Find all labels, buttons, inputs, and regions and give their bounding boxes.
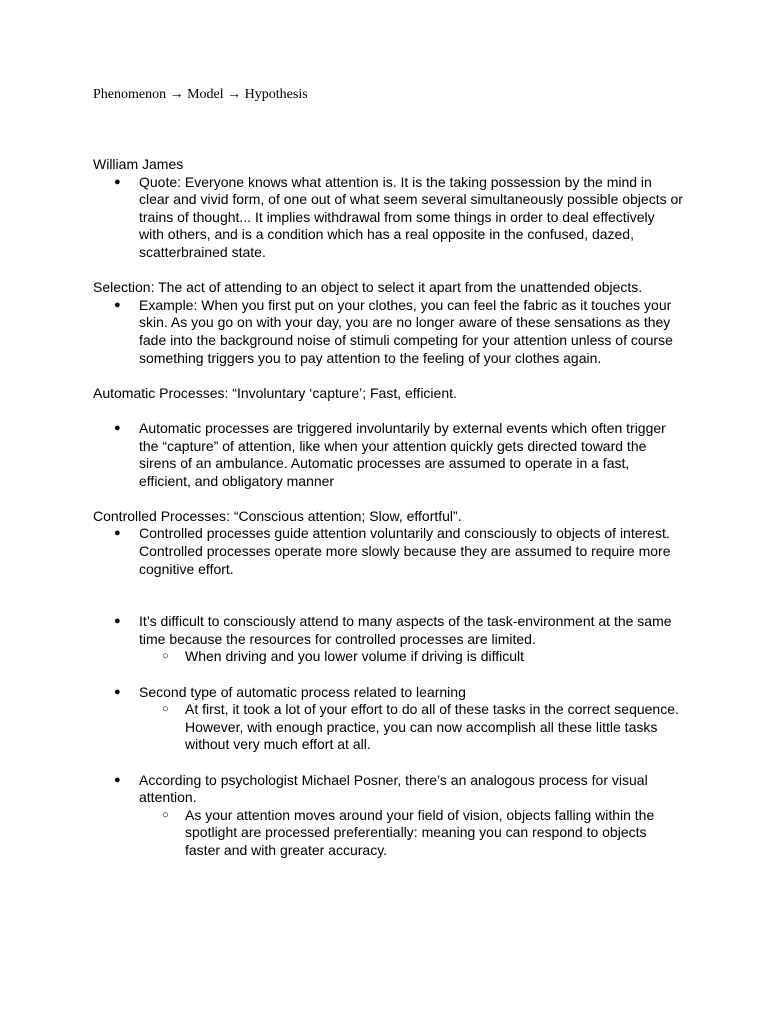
sub-bullet-item: ○ As your attention moves around your field of vision, objects falling within the spotlight are processed preferentially: meaning you can respond to objects faster and with greater accuracy. [139,807,683,860]
bullet-item: ● Quote: Everyone knows what attention is. It is the taking possession by the mind in clear and vivid form, of one out of what seem several simultaneously possible objects or trains of thought... It implies withdrawal from some things in order to deal effectively with others, and is a condition which has a real opposite in the confused, dazed, scatterbrained state. [93,174,683,262]
sub-bullet-list [139,807,683,860]
bullet-item: ● Controlled processes guide attention voluntarily and consciously to objects of interest. Controlled processes operate more slowly because they are assumed to require more cognitive effort. [93,525,683,578]
bullet-list [93,613,683,666]
bullet-list [93,174,683,262]
bullet-list [93,297,683,367]
bullet-text: According to psychologist Michael Posner, there’s an analogous process for visual attention. [139,771,648,806]
bullet-item: ● Example: When you first put on your clothes, you can feel the fabric as it touches your skin. As you go on with your day, you are no longer aware of these sensations as they fade into the background noise of stimuli competing for your attention unless of course something triggers you to pay attention to the feeling of your clothes again. [93,297,683,367]
sub-bullet-item: ○ When driving and you lower volume if driving is difficult [139,648,683,666]
bullet-list [93,525,683,578]
bullet-item: ● Automatic processes are triggered involuntarily by external events which often trigger the “capture” of attention, like when your attention quickly gets directed toward the sirens of an ambulance. Automatic processes are assumed to operate in a fast, efficient, and obligatory manner [93,420,683,490]
section-heading-william-james: William James [93,156,184,172]
section-heading-automatic-processes: Automatic Processes: “Involuntary ‘capture’; Fast, efficient. [93,384,457,401]
bullet-list [93,420,683,490]
bullet-list [93,684,683,754]
bullet-item [93,613,683,666]
section-heading-selection: Selection: The act of attending to an object to select it apart from the unattended objects. [93,279,643,296]
sub-bullet-list [139,648,683,666]
bullet-item [93,772,683,860]
bullet-text: Second type of automatic process related to learning [139,683,466,700]
bullet-item [93,684,683,754]
sub-bullet-item: ○ At first, it took a lot of your effort to do all of these tasks in the correct sequence. However, with enough practice, you can now accomplish all these little tasks without very much effort at all. [139,701,683,754]
section-heading-controlled-processes: Controlled Processes: “Conscious attention; Slow, effortful”. [93,507,462,524]
bullet-list [93,772,683,860]
sub-bullet-list [139,701,683,754]
document-title: Phenomenon → Model → Hypothesis [93,87,308,102]
bullet-text: It’s difficult to consciously attend to many aspects of the task-environment at the same time because the resources for controlled processes are limited. [139,613,672,647]
document-page [93,86,683,860]
